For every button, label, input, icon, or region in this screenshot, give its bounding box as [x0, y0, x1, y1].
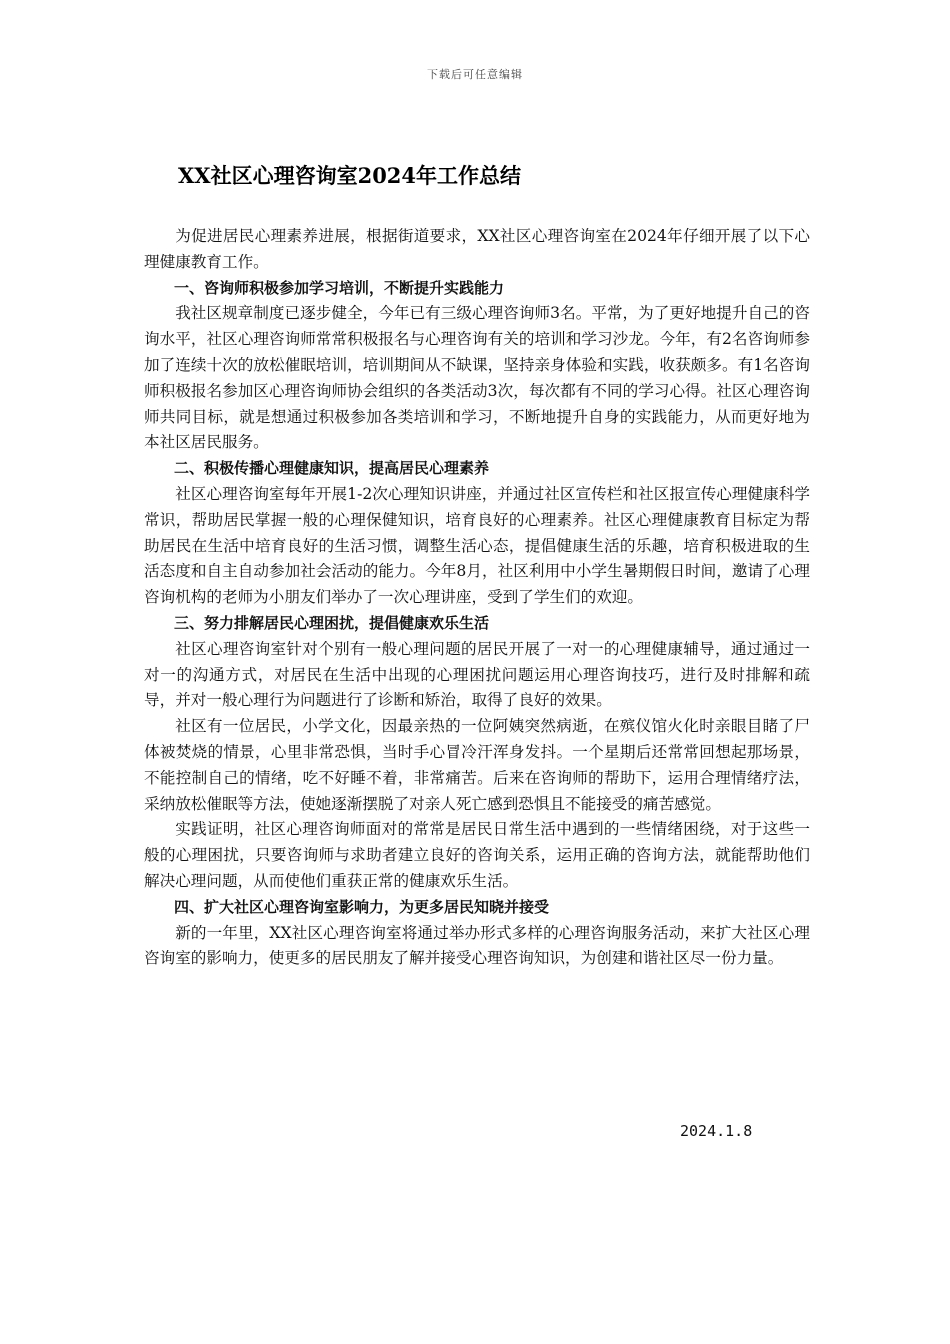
section-1-paragraph-1: 我社区规章制度已逐步健全，今年已有三级心理咨询师3名。平常，为了更好地提升自己的咨询水平，社区心理咨询师常常积极报名与心理咨询有关的培训和学习沙龙。今年，有2名咨询师参加了连续十次的放松催眠培训，培训期间从不缺课，坚持亲身体验和实践，收获颇多。有1名咨询师积极报名参加区心理咨询师协会组织的各类活动3次，每次都有不同的学习心得。社区心理咨询师共同目标，就是想通过积极参加各类培训和学习，不断地提升自身的实践能力，从而更好地为本社区居民服务。: [144, 304, 810, 452]
section-2-paragraph-1: 社区心理咨询室每年开展1-2次心理知识讲座，并通过社区宣传栏和社区报宣传心理健康科学常识，帮助居民掌握一般的心理保健知识，培育良好的心理素养。社区心理健康教育目标定为帮助居民在生活中培育良好的生活习惯，调整生活心态，提倡健康生活的乐趣，培育积极进取的生活态度和自主自动参加社会活动的能力。今年8月，社区利用中小学生暑期假日时间，邀请了心理咨询机构的老师为小朋友们举办了一次心理讲座，受到了学生们的欢迎。: [144, 484, 810, 607]
header-note: 下载后可任意编辑: [427, 68, 523, 81]
section-1-heading: 一、咨询师积极参加学习培训，不断提升实践能力: [174, 278, 505, 297]
document-body: [144, 224, 810, 972]
section-3-paragraph-3: 实践证明，社区心理咨询师面对的常常是居民日常生活中遇到的一些情绪困绕，对于这些一般的心理困扰，只要咨询师与求助者建立良好的咨询关系，运用正确的咨询方法，就能帮助他们解决心理问题，从而使他们重获正常的健康欢乐生活。: [144, 820, 810, 890]
section-2-heading: 二、积极传播心理健康知识，提高居民心理素养: [174, 459, 490, 478]
section-3-paragraph-1: 社区心理咨询室针对个别有一般心理问题的居民开展了一对一的心理健康辅导，通过通过一对一的沟通方式，对居民在生活中出现的心理困扰问题运用心理咨询技巧，进行及时排解和疏导，并对一般心理行为问题进行了诊断和矫治，取得了良好的效果。: [144, 639, 810, 710]
section-4-paragraph-1: 新的一年里，XX社区心理咨询室将通过举办形式多样的心理咨询服务活动，来扩大社区心理咨询室的影响力，使更多的居民朋友了解并接受心理咨询知识，为创建和谐社区尽一份力量。: [144, 923, 810, 968]
section-3-heading: 三、努力排解居民心理困扰，提倡健康欢乐生活: [174, 613, 490, 632]
document-date: 2024.1.8: [680, 1122, 753, 1140]
intro-paragraph: 为促进居民心理素养进展，根据街道要求，XX社区心理咨询室在2024年仔细开展了以下心理健康教育工作。: [144, 227, 810, 271]
section-3-paragraph-2: 社区有一位居民，小学文化，因最亲热的一位阿姨突然病逝，在殡仪馆火化时亲眼目睹了尸体被焚烧的情景，心里非常恐惧，当时手心冒冷汗浑身发抖。一个星期后还常常回想起那场景，不能控制自己的情绪，吃不好睡不着，非常痛苦。后来在咨询师的帮助下，运用合理情绪疗法，采纳放松催眠等方法，使她逐渐摆脱了对亲人死亡感到恐惧且不能接受的痛苦感觉。: [144, 717, 810, 813]
document-title: XX社区心理咨询室2024年工作总结: [178, 163, 522, 188]
section-4-heading: 四、扩大社区心理咨询室影响力，为更多居民知晓并接受: [174, 897, 550, 916]
